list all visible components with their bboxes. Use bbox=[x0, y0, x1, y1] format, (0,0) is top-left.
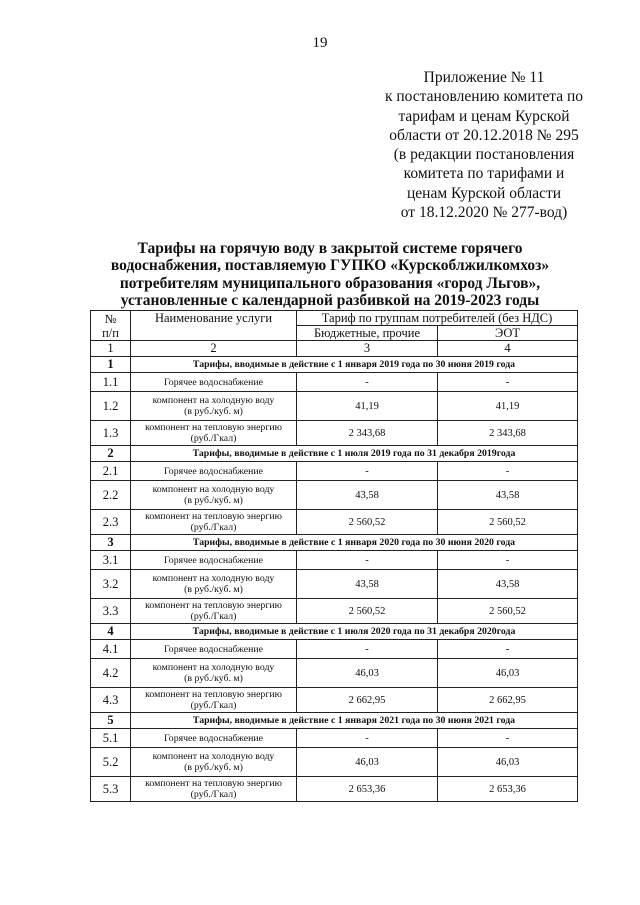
header-budget: Бюджетные, прочие bbox=[297, 326, 438, 341]
eot-value: - bbox=[438, 551, 578, 570]
document-title bbox=[80, 240, 580, 310]
table-row bbox=[91, 729, 578, 748]
row-number: 1.3 bbox=[91, 421, 131, 446]
service-name: компонент на холодную воду (в руб./куб. м) bbox=[131, 748, 297, 777]
row-number: 5.2 bbox=[91, 748, 131, 777]
service-name: Горячее водоснабжение bbox=[131, 640, 297, 659]
budget-value: 43,58 bbox=[297, 481, 438, 510]
header-eot: ЭОТ bbox=[438, 326, 578, 341]
eot-value: 43,58 bbox=[438, 570, 578, 599]
header-num: № п/п bbox=[91, 311, 131, 341]
tariff-table bbox=[90, 310, 578, 802]
table-row bbox=[91, 640, 578, 659]
row-number: 2.1 bbox=[91, 462, 131, 481]
table-header-row bbox=[91, 311, 578, 326]
period-title: Тарифы, вводимые в действие с 1 января 2021 года по 30 июня 2021 года bbox=[131, 713, 578, 729]
service-name: компонент на тепловую энергию (руб./Гкал) bbox=[131, 599, 297, 624]
table-row bbox=[91, 462, 578, 481]
period-row bbox=[91, 624, 578, 640]
budget-value: - bbox=[297, 640, 438, 659]
eot-value: - bbox=[438, 640, 578, 659]
row-number: 4.2 bbox=[91, 659, 131, 688]
budget-value: 2 560,52 bbox=[297, 599, 438, 624]
eot-value: - bbox=[438, 373, 578, 392]
column-number: 2 bbox=[131, 341, 297, 357]
service-name: Горячее водоснабжение bbox=[131, 551, 297, 570]
column-number: 4 bbox=[438, 341, 578, 357]
eot-value: 2 662,95 bbox=[438, 688, 578, 713]
table-row bbox=[91, 421, 578, 446]
appendix-line: комитета по тарифами и bbox=[403, 165, 565, 183]
budget-value: 41,19 bbox=[297, 392, 438, 421]
period-number: 2 bbox=[91, 446, 131, 462]
table-row bbox=[91, 570, 578, 599]
column-number: 3 bbox=[297, 341, 438, 357]
period-number: 4 bbox=[91, 624, 131, 640]
row-number: 3.1 bbox=[91, 551, 131, 570]
period-row bbox=[91, 713, 578, 729]
service-name: компонент на холодную воду (в руб./куб. м) bbox=[131, 481, 297, 510]
appendix-line: области от 20.12.2018 № 295 bbox=[389, 126, 579, 144]
table-row bbox=[91, 659, 578, 688]
budget-value: 2 653,36 bbox=[297, 777, 438, 802]
appendix-line: (в редакции постановления bbox=[393, 146, 575, 164]
budget-value: - bbox=[297, 551, 438, 570]
row-number: 1.2 bbox=[91, 392, 131, 421]
title-line: потребителям муниципального образования «город Льгов», bbox=[119, 274, 541, 292]
budget-value: 46,03 bbox=[297, 748, 438, 777]
row-number: 3.2 bbox=[91, 570, 131, 599]
row-number: 2.2 bbox=[91, 481, 131, 510]
period-number: 1 bbox=[91, 357, 131, 373]
eot-value: 2 653,36 bbox=[438, 777, 578, 802]
service-name: компонент на холодную воду (в руб./куб. м) bbox=[131, 659, 297, 688]
service-name: компонент на тепловую энергию (руб./Гкал) bbox=[131, 510, 297, 535]
period-row bbox=[91, 357, 578, 373]
budget-value: 2 662,95 bbox=[297, 688, 438, 713]
period-number: 3 bbox=[91, 535, 131, 551]
row-number: 5.1 bbox=[91, 729, 131, 748]
eot-value: 46,03 bbox=[438, 748, 578, 777]
budget-value: 2 343,68 bbox=[297, 421, 438, 446]
service-name: компонент на тепловую энергию (руб./Гкал) bbox=[131, 421, 297, 446]
period-title: Тарифы, вводимые в действие с 1 июля 2019 года по 31 декабря 2019года bbox=[131, 446, 578, 462]
service-name: Горячее водоснабжение bbox=[131, 462, 297, 481]
period-title: Тарифы, вводимые в действие с 1 января 2019 года по 30 июня 2019 года bbox=[131, 357, 578, 373]
appendix-note bbox=[368, 68, 600, 222]
budget-value: 2 560,52 bbox=[297, 510, 438, 535]
tariff-table-body bbox=[91, 311, 578, 802]
row-number: 2.3 bbox=[91, 510, 131, 535]
service-name: компонент на холодную воду (в руб./куб. м) bbox=[131, 570, 297, 599]
service-name: компонент на холодную воду (в руб./куб. м) bbox=[131, 392, 297, 421]
table-row bbox=[91, 392, 578, 421]
column-number: 1 bbox=[91, 341, 131, 357]
eot-value: 2 343,68 bbox=[438, 421, 578, 446]
title-line: Тарифы на горячую воду в закрытой системе горячего bbox=[137, 240, 523, 257]
eot-value: 41,19 bbox=[438, 392, 578, 421]
table-row bbox=[91, 599, 578, 624]
header-service: Наименование услуги bbox=[131, 311, 297, 341]
budget-value: - bbox=[297, 462, 438, 481]
table-row bbox=[91, 373, 578, 392]
period-number: 5 bbox=[91, 713, 131, 729]
table-row bbox=[91, 748, 578, 777]
service-name: компонент на тепловую энергию (руб./Гкал) bbox=[131, 777, 297, 802]
row-number: 5.3 bbox=[91, 777, 131, 802]
budget-value: 43,58 bbox=[297, 570, 438, 599]
service-name: Горячее водоснабжение bbox=[131, 729, 297, 748]
table-row bbox=[91, 688, 578, 713]
appendix-line: от 18.12.2020 № 277-вод) bbox=[400, 204, 568, 222]
service-name: компонент на тепловую энергию (руб./Гкал) bbox=[131, 688, 297, 713]
table-row bbox=[91, 777, 578, 802]
appendix-line: Приложение № 11 bbox=[423, 69, 545, 86]
row-number: 4.1 bbox=[91, 640, 131, 659]
table-row bbox=[91, 551, 578, 570]
period-title: Тарифы, вводимые в действие с 1 июля 2020 года по 31 декабря 2020года bbox=[131, 624, 578, 640]
eot-value: 2 560,52 bbox=[438, 599, 578, 624]
appendix-line: к постановлению комитета по bbox=[384, 88, 584, 106]
period-row bbox=[91, 535, 578, 551]
page-number: 19 bbox=[312, 35, 328, 51]
column-number-row bbox=[91, 341, 578, 357]
budget-value: 46,03 bbox=[297, 659, 438, 688]
service-name: Горячее водоснабжение bbox=[131, 373, 297, 392]
header-tariff-group: Тариф по группам потребителей (без НДС) bbox=[297, 311, 578, 326]
title-line: водоснабжения, поставляемую ГУПКО «Курскоблжилкомхоз» bbox=[110, 257, 550, 275]
table-row bbox=[91, 481, 578, 510]
period-row bbox=[91, 446, 578, 462]
period-title: Тарифы, вводимые в действие с 1 января 2020 года по 30 июня 2020 года bbox=[131, 535, 578, 551]
budget-value: - bbox=[297, 373, 438, 392]
eot-value: 46,03 bbox=[438, 659, 578, 688]
title-line: установленные с календарной разбивкой на 2019-2023 годы bbox=[120, 292, 540, 310]
appendix-line: тарифам и ценам Курской bbox=[398, 107, 570, 125]
row-number: 1.1 bbox=[91, 373, 131, 392]
eot-value: - bbox=[438, 462, 578, 481]
row-number: 4.3 bbox=[91, 688, 131, 713]
eot-value: - bbox=[438, 729, 578, 748]
budget-value: - bbox=[297, 729, 438, 748]
eot-value: 43,58 bbox=[438, 481, 578, 510]
appendix-line: ценам Курской области bbox=[406, 184, 562, 202]
table-row bbox=[91, 510, 578, 535]
eot-value: 2 560,52 bbox=[438, 510, 578, 535]
row-number: 3.3 bbox=[91, 599, 131, 624]
